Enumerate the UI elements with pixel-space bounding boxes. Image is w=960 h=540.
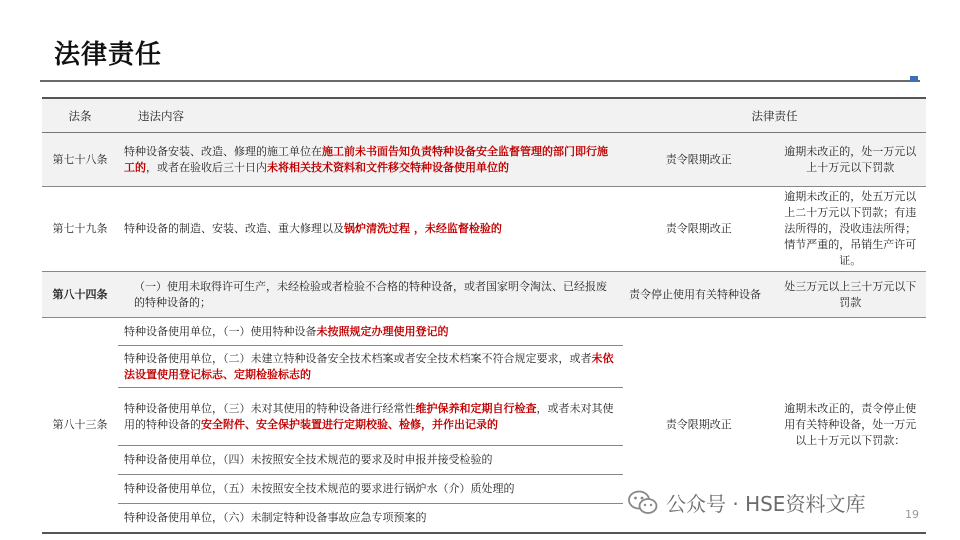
watermark (628, 488, 865, 517)
watermark-text: 公众号 · HSE资料文库 (666, 492, 866, 516)
table-row (42, 318, 926, 346)
content-text: 特种设备的制造、安装、改造、重大修理以及 (124, 222, 344, 235)
emphasis-text: 维护保养和定期自行检查 (415, 401, 537, 415)
content-cell: （一）使用未取得许可生产，未经检验或者检验不合格的特种设备，或者国家明令淘汰、已经报废的特种设备的； (118, 272, 623, 318)
penalty-cell: 处三万元以上三十万元以下罚款 (775, 272, 927, 318)
action-cell: 责令限期改正 (623, 187, 775, 272)
accent-mark (910, 76, 918, 82)
article-cell: 第八十四条 (42, 272, 118, 318)
emphasis-text: 未按照规定办理使用登记的 (316, 324, 449, 338)
wechat-icon (628, 490, 658, 516)
action-cell: 责令停止使用有关特种设备 (623, 272, 775, 318)
content-text: 特种设备安装、改造、修理的施工单位在 (124, 144, 322, 158)
article-cell: 第八十三条 (42, 318, 118, 533)
header-article: 法条 (42, 98, 118, 133)
penalty-cell: 逾期未改正的，处一万元以上十万元以下罚款 (775, 133, 927, 187)
action-cell: 责令限期改正 (623, 133, 775, 187)
content-text: ，或者在验收后三十日内 (146, 160, 267, 174)
table-row (42, 187, 926, 272)
page-number: 19 (905, 508, 919, 521)
content-cell (118, 346, 623, 388)
header-liability: 法律责任 (623, 98, 926, 133)
content-cell (118, 318, 623, 346)
content-text: 特种设备使用单位，（三）未对其使用的特种设备进行经常性 (124, 401, 416, 415)
action-cell: 责令限期改正 (623, 318, 775, 533)
content-text: ，或者未对其使用的特种设备的 (124, 401, 614, 431)
content-cell: 特种设备使用单位，（六）未制定特种设备事故应急专项预案的 (118, 504, 623, 533)
legal-liability-table (42, 97, 926, 534)
page-title: 法律责任 (54, 40, 163, 70)
article-cell: 第七十九条 (42, 187, 118, 272)
content-cell: 特种设备使用单位，（五）未按照安全技术规范的要求进行锅炉水（介）质处理的 (118, 475, 623, 504)
content-text: 特种设备使用单位，（一）使用特种设备 (124, 324, 317, 338)
content-text: 特种设备使用单位，（二）未建立特种设备安全技术档案或者安全技术档案不符合规定要求，或者 (124, 351, 592, 365)
content-cell (118, 133, 623, 187)
title-divider (40, 80, 920, 82)
penalty-cell: 逾期未改正的，责令停止使用有关特种设备，处一万元以上十万元以下罚款： (775, 318, 927, 533)
penalty-cell: 逾期未改正的，处五万元以上二十万元以下罚款；有违法所得的，没收违法所得；情节严重的，吊销生产许可证。 (775, 187, 927, 272)
content-cell: 特种设备使用单位，（四）未按照安全技术规范的要求及时申报并接受检验的 (118, 446, 623, 475)
emphasis-text: 施工前未书面告知负责特种设备安全监督管理的部门即行施工的 (124, 144, 608, 174)
table-row (42, 272, 926, 318)
emphasis-text: 安全附件、安全保护装置进行定期校验、检修，并作出记录的 (201, 417, 498, 431)
header-content: 违法内容 (118, 98, 623, 133)
table-row (42, 133, 926, 187)
article-cell: 第七十八条 (42, 133, 118, 187)
emphasis-text: 未依法设置使用登记标志、定期检验标志的 (124, 351, 614, 381)
content-cell (118, 388, 623, 446)
emphasis-text: 未将相关技术资料和文件移交特种设备使用单位的 (267, 160, 509, 174)
content-cell (118, 187, 623, 272)
table-header-row (42, 98, 926, 133)
emphasis-text: 锅炉清洗过程 ，未经监督检验的 (344, 222, 502, 235)
